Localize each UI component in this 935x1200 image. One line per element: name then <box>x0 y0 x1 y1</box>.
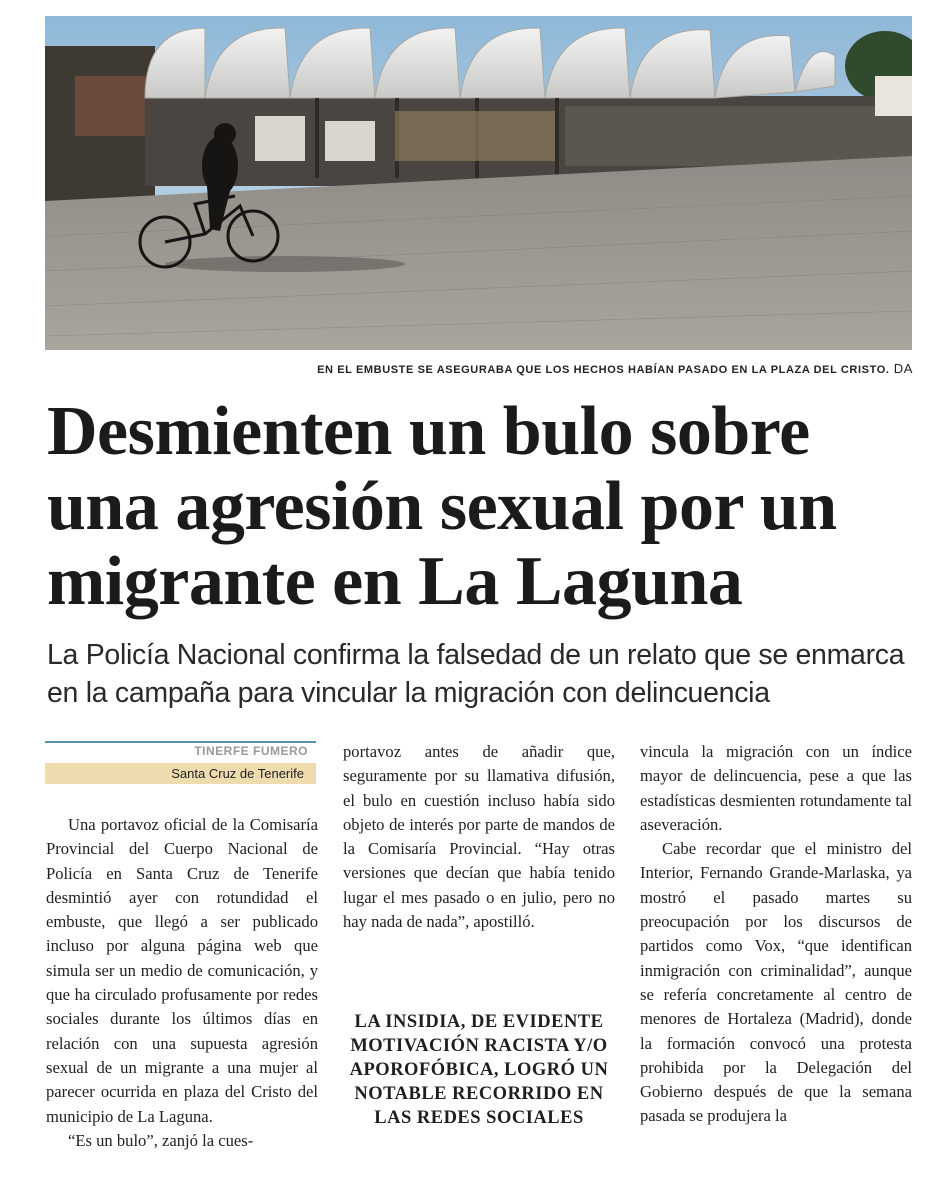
caption-text: EN EL EMBUSTE SE ASEGURABA QUE LOS HECHOS HABÍAN PASADO EN LA PLAZA DEL CRISTO. <box>317 364 890 376</box>
headline: Desmienten un bulo sobre una agresión sexual por un migrante en La Laguna <box>47 393 837 620</box>
byline-dateline: Santa Cruz de Tenerife <box>45 763 316 784</box>
photo-credit: DA <box>889 361 913 376</box>
body-paragraph: portavoz antes de añadir que, seguramente por su llamativa difusión, el bulo en cuestión incluso había sido objeto de interés por parte de mandos de la Comisaría Provincial. “Hay otras versiones que decían que había tenido lugar el mes pasado o en julio, pero no hay nada de nada”, apostilló. <box>343 742 615 932</box>
body-column-1 <box>46 813 318 1200</box>
article-photo <box>45 16 912 350</box>
byline-author: TINERFE FUMERO <box>194 744 308 758</box>
body-paragraph: vincula la migración con un índice mayor de delincuencia, pese a que las estadísticas desmienten rotundamente tal aseveración. <box>640 742 912 834</box>
body-paragraph: “Es un bulo”, zanjó la cues- <box>68 1130 254 1150</box>
body-column-2 <box>343 740 615 980</box>
photo-caption <box>317 361 913 376</box>
body-paragraph: Cabe recordar que el ministro del Interior, Fernando Grande-Marlaska, ya mostró el pasado martes su preocupación por los discursos de partidos como Vox, “que identifican inmigración con criminalidad”, aunque se refería concretamente al centro de menores de Hortaleza (Madrid), donde la formación convocó una protesta prohibida por la Delegación del Gobierno después de que la semana pasada se produjera la <box>640 839 912 1126</box>
body-column-3 <box>640 740 912 1200</box>
pull-quote: LA INSIDIA, DE EVIDENTE MOTIVACIÓN RACISTA Y/O APOROFÓBICA, LOGRÓ UN NOTABLE RECORRIDO EN LAS REDES SOCIALES <box>349 1012 609 1128</box>
subheadline: La Policía Nacional confirma la falsedad de un relato que se enmarca en la campaña para vincular la migración con delincuencia <box>47 639 905 709</box>
body-paragraph: Una portavoz oficial de la Comisaría Provincial del Cuerpo Nacional de Policía en Santa Cruz de Tenerife desmintió ayer con rotundidad el embuste, que llegó a ser publicado incluso por alguna página web que simula ser un medio de comunicación, y que ha circulado profusamente por redes sociales durante los últimos días en relación con una supuesta agresión sexual de un migrante a una mujer al parecer ocurrida en plaza del Cristo del municipio de La Laguna. <box>46 815 318 1126</box>
plaza-photo-illustration <box>45 16 912 350</box>
byline <box>45 741 316 785</box>
